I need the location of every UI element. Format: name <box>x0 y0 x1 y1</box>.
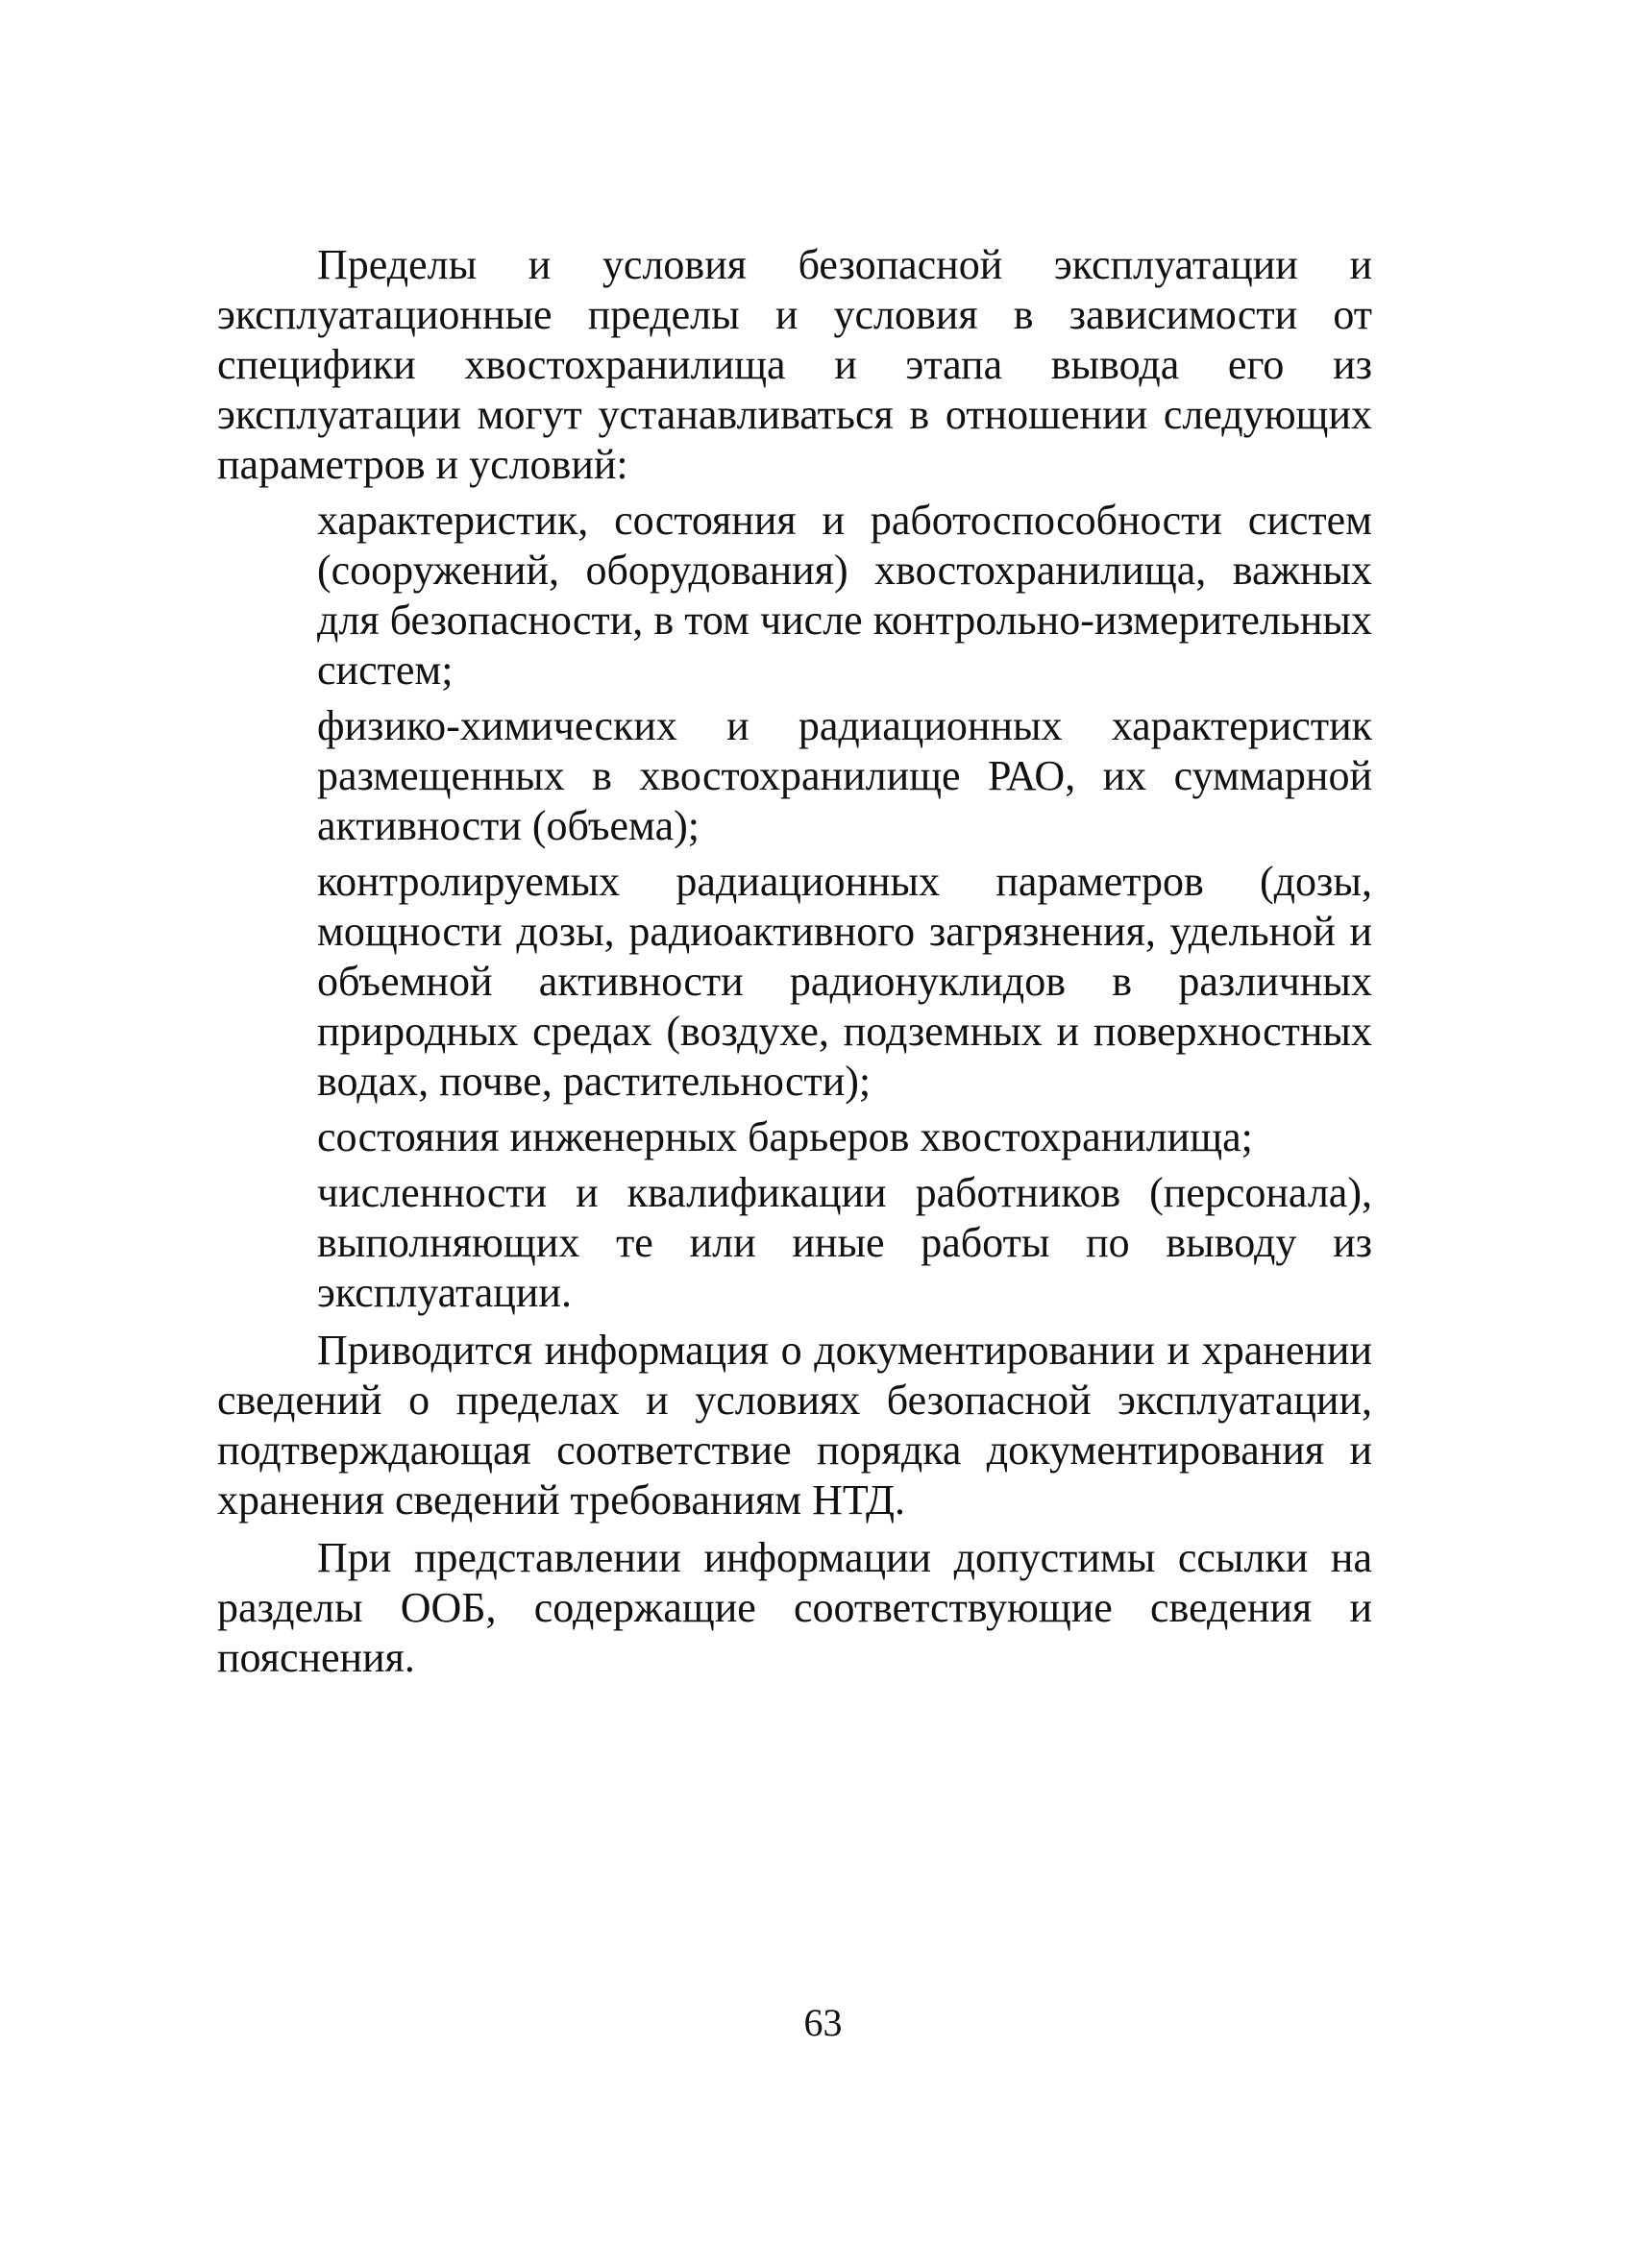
list-item-characteristics: характеристик, состояния и работоспособности систем (сооружений, оборудования) хвостохранилища, важных для безопасности, в том числе контрольно-измерительных систем; <box>317 497 1372 694</box>
list-item-personnel: численности и квалификации работников (персонала), выполняющих те или иные работы по выводу из эксплуатации. <box>317 1169 1372 1316</box>
page-number: 63 <box>803 2001 843 2044</box>
body-text <box>217 240 1372 1683</box>
intro-paragraph: Пределы и условия безопасной эксплуатации и эксплуатационные пределы и условия в зависимости от специфики хвостохранилища и этапа вывода его из эксплуатации могут устанавливаться в отношении следующих параметров и условий: <box>217 241 1372 488</box>
documentation-paragraph: Приводится информация о документировании и хранении сведений о пределах и условиях безопасной эксплуатации, подтверждающая соответствие порядка документирования и хранения сведений требованиям НТД. <box>217 1327 1372 1524</box>
list-item-engineering-barriers: состояния инженерных барьеров хвостохранилища; <box>317 1113 1253 1160</box>
list-item-radiation-parameters: контролируемых радиационных параметров (дозы, мощности дозы, радиоактивного загрязнения, удельной и объемной активности радионуклидов в различных природных средах (воздухе, подземных и поверхностных водах, почве, растительности); <box>317 858 1372 1105</box>
references-paragraph: При представлении информации допустимы ссылки на разделы ООБ, содержащие соответствующие сведения и пояснения. <box>217 1534 1372 1681</box>
list-item-physico-chemical: физико-химических и радиационных характеристик размещенных в хвостохранилище РАО, их суммарной активности (объема); <box>317 702 1372 849</box>
